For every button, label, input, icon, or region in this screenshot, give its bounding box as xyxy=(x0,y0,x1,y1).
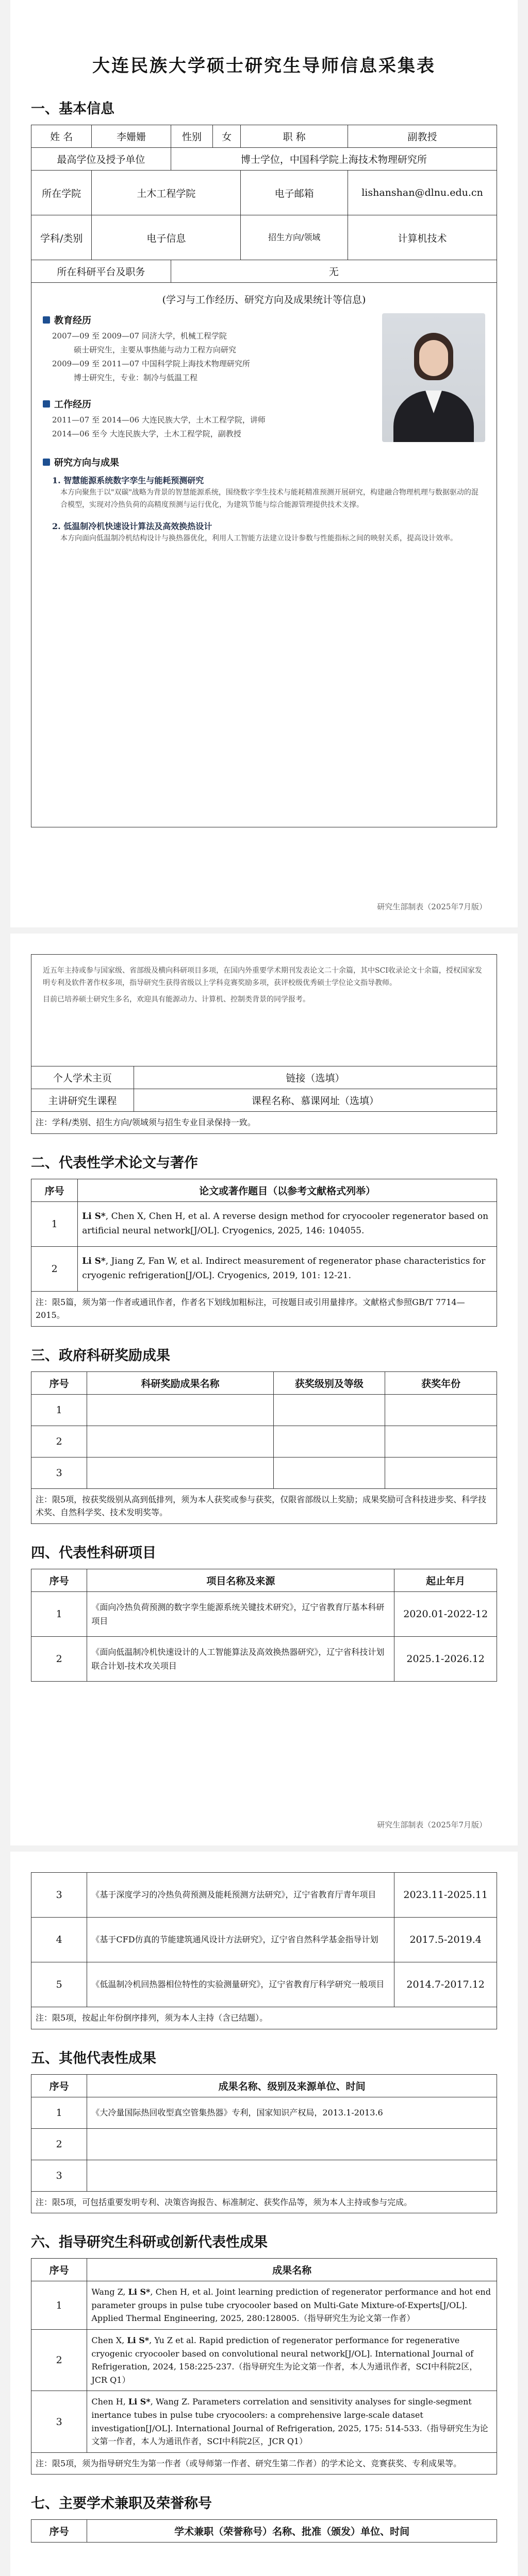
label-course: 主讲研究生课程 xyxy=(31,1089,134,1112)
education-line-4: 博士研究生，专业：制冷与低温工程 xyxy=(74,373,198,382)
table-row: 2 xyxy=(31,1426,497,1457)
other-note: 注：限5项，可包括重要发明专利、决策咨询报告、标准制定、获奖作品等，须为本人主持或参与完成。 xyxy=(31,2191,497,2213)
value-course: 课程名称、慕课网址（选填） xyxy=(134,1089,497,1112)
table-row: 2 《面向低温制冷机快速设计的人工智能算法及高效换热器研究》，辽宁省科技计划联合计划-技术攻关项目 2025.1-2026.12 xyxy=(31,1636,497,1681)
label-field: 招生方向/领域 xyxy=(241,215,348,260)
table-row: 2 xyxy=(31,2128,497,2160)
work-heading: 工作经历 xyxy=(43,397,373,411)
intro-header: (学习与工作经历、研究方向及成果统计等信息) xyxy=(162,294,366,306)
research-direction-2-title: 2. 低温制冷机快速设计算法及高效换热设计 xyxy=(52,521,212,531)
table-row: 1 《面向冷热负荷预测的数字孪生能源系统关键技术研究》，辽宁省教育厅基本科研项目 2020.01-2022-12 xyxy=(31,1591,497,1636)
label-platform: 所在科研平台及职务 xyxy=(31,260,171,283)
education-heading: 教育经历 xyxy=(43,313,373,327)
basic-info-table xyxy=(31,125,497,827)
table-row: 3 xyxy=(31,1457,497,1488)
page-1 xyxy=(10,0,518,927)
label-email: 电子邮箱 xyxy=(241,171,348,215)
homepage-note: 注：学科/类别、招生方向/领域须与招生专业目录保持一致。 xyxy=(31,1112,497,1134)
projects-continued-table xyxy=(31,1872,497,2029)
students-note: 注：限5项，须为指导研究生为第一作者（或导师第一作者、研究生第二作者）的学术论文、竞赛获奖、专利成果等。 xyxy=(31,2452,497,2475)
value-degree: 博士学位，中国科学院上海技术物理研究所 xyxy=(171,148,497,171)
research-direction-1-text: 本方向聚焦于以"双碳"战略为背景的智慧能源系统，围绕数字孪生技术与能耗精准预测开展研究，构建融合物理机理与数据驱动的混合模型，实现对冷热负荷的高精度预测与运行优化，为建筑节能与综合能源管理提供技术支撑。 xyxy=(60,488,478,509)
education-line-3: 2009—09 至 2011—07 中国科学院上海技术物理研究所 xyxy=(52,359,250,368)
value-dept: 土木工程学院 xyxy=(92,171,241,215)
papers-note: 注：限5篇，须为第一作者或通讯作者，作者名下划线加粗标注，可按题目或引用量排序。文献格式参照GB/T 7714—2015。 xyxy=(31,1291,497,1326)
value-gender: 女 xyxy=(213,125,241,148)
label-discipline: 学科/类别 xyxy=(31,215,92,260)
research-direction-2-text: 本方向面向低温制冷机结构设计与换热器优化，利用人工智能方法建立设计参数与性能指标之间的映射关系，提高设计效率。 xyxy=(60,534,457,543)
gov-awards-note: 注：限5项，按获奖级别从高到低排列，须为本人获奖或参与获奖，仅限省部级以上奖励；成果奖励可含科技进步奖、科学技术奖、自然科学奖、技术发明奖等。 xyxy=(31,1488,497,1523)
table-row: 3 《基于深度学习的冷热负荷预测及能耗预测方法研究》，辽宁省教育厅青年项目 2023.11-2025.11 xyxy=(31,1873,497,1918)
intro-continued-table xyxy=(31,954,497,1134)
papers-col-title: 论文或著作题目（以参考文献格式列举） xyxy=(78,1179,497,1201)
research-heading: 研究方向与成果 xyxy=(43,455,485,469)
label-title: 职 称 xyxy=(241,125,348,148)
table-row: 1 Wang Z, Li S*, Chen H, et al. Joint learning prediction of regenerator performance and hot end parameter groups in pulse tube cryocooler based on Multi-Gate Mixture-of-Experts[J/OL]. Applied Thermal Engineering, 2025, 280:128005.（指导研究生为论文第一作者） xyxy=(31,2281,497,2330)
work-line-1: 2011—07 至 2014—06 大连民族大学，土木工程学院，讲师 xyxy=(52,415,266,425)
section-basic-info-title: 一、基本信息 xyxy=(31,101,114,117)
projects-note: 注：限5项，按起止年份倒序排列，须为本人主持（含已结题）。 xyxy=(31,2007,497,2029)
label-dept: 所在学院 xyxy=(31,171,92,215)
table-row: 3 Chen H, Li S*, Wang Z. Parameters correlation and sensitivity analyses for single-segment inertance tubes in pulse tube cryocoolers: a comprehensive large-scale dataset investigation[J/OL]. International Journal of Refrigeration, 2025, 175: 514-533.（指导研究生为论文第一作者，本人为通讯作者，SCI中科院2区，JCR Q1） xyxy=(31,2391,497,2452)
intro-continued-text-1: 近五年主持或参与国家级、省部级及横向科研项目多项，在国内外重要学术期刊发表论文二十余篇，其中SCI收录论文十余篇，授权国家发明专利及软件著作权多项，指导研究生获得省级以上学科竞赛奖励多项，获评校级优秀硕士学位论文指导教师。 xyxy=(43,967,482,987)
table-row: 2 Chen X, Li S*, Yu Z et al. Rapid prediction of regenerator performance for regenerative cryogenic cryocooler based on convolutional neural network[J/OL]. International Journal of Refrigeration, 2024, 158:225-237.（指导研究生为论文第一作者，本人为通讯作者，SCI中科院2区，JCR Q1） xyxy=(31,2329,497,2391)
table-row: 1 xyxy=(31,1394,497,1426)
label-homepage: 个人学术主页 xyxy=(31,1066,134,1089)
projects-table: 序号 项目名称及来源 起止年月 1 《面向冷热负荷预测的数字孪生能源系统关键技术研究》，辽宁省教育厅基本科研项目 2020.01-2022-12 2 《面向低温制冷机快速设计的人工智能算法及高效换热器研究》，辽宁省科技计划联合计划-技术攻关项目 2025.1-2026.12 xyxy=(31,1569,497,1682)
section-papers-title: 二、代表性学术论文与著作 xyxy=(31,1155,198,1171)
section-students-title: 六、指导研究生科研或创新代表性成果 xyxy=(31,2234,268,2251)
section-projects-title: 四、代表性科研项目 xyxy=(31,1545,156,1561)
students-achievements-table: 序号 成果名称 1 Wang Z, Li S*, Chen H, et al. Joint learning prediction of regenerator performance and hot end parameter groups in pulse tube cryocooler based on Multi-Gate Mixture-of-Experts[J/OL]. Applied Thermal Engineering, 2025, 280:128005.（指导研究生为论文第一作者） 2 Chen X, Li S*, Yu Z et al. Rapid prediction of regenerator performance for regenerative cryogenic cryocooler based on convolutional neural network[J/OL]. International Journal of Refrigeration, 2024, 158:225-237.（指导研究生为论文第一作者，本人为通讯作者，SCI中科院2区，JCR Q1） 3 Chen H, Li S*, Wang Z. Parameters correlation and sensitivity analyses for single-segment inertance tubes in pulse tube cryocoolers: a comprehensive large-scale dataset investigation[J/OL]. International Journal of Refrigeration, 2025, 175: 514-533.（指导研究生为论文第一作者，本人为通讯作者，SCI中科院2区，JCR Q1） 注：限5项，须为指导研究生为第一作者（或导师第一作者、研究生第二作者）的学术论文、竞赛获奖、专利成果等。 xyxy=(31,2258,497,2475)
value-email: lishanshan@dlnu.edu.cn xyxy=(348,171,497,215)
value-homepage: 链接（选填） xyxy=(134,1066,497,1089)
work-line-2: 2014—06 至今 大连民族大学，土木工程学院，副教授 xyxy=(52,429,241,438)
section-other-title: 五、其他代表性成果 xyxy=(31,2050,156,2066)
table-row: 2 Li S*, Jiang Z, Fan W, et al. Indirect measurement of regenerator phase characteristics for cryogenic refrigeration[J/OL]. Cryogenics, 2019, 101: 12-21. xyxy=(31,1246,497,1291)
table-row: 1 《大冷量国际热回收型真空管集热器》专利，国家知识产权局，2013.1-2013.6 xyxy=(31,2097,497,2128)
gov-awards-table: 序号 科研奖励成果名称 获奖级别及等级 获奖年份 1 2 3 注：限5项，按获奖级别从高到低排列，须为本人获奖或参与获奖，仅限省部级以上奖励；成果奖励可含科技进步奖、科学技术奖、自然科学奖、技术发明奖等。 xyxy=(31,1371,497,1524)
intro-continued-cell xyxy=(31,955,497,1066)
square-bullet-icon xyxy=(43,459,50,466)
page-2 xyxy=(10,934,518,1845)
document-title: 大连民族大学硕士研究生导师信息采集表 xyxy=(92,56,436,76)
square-bullet-icon xyxy=(43,400,50,408)
page-footer: 研究生部制表（2025年7月版） xyxy=(377,902,487,911)
label-degree: 最高学位及授予单位 xyxy=(31,148,171,171)
table-row: 5 《低温制冷机回热器相位特性的实验测量研究》，辽宁省教育厅科学研究一般项目 2014.7-2017.12 xyxy=(31,1962,497,2007)
intro-continued-text-2: 目前已培养硕士研究生多名，欢迎具有能源动力、计算机、控制类背景的同学报考。 xyxy=(43,995,310,1004)
intro-cell xyxy=(31,283,497,827)
education-line-2: 硕士研究生，主要从事热能与动力工程方向研究 xyxy=(74,345,237,354)
value-platform: 无 xyxy=(171,260,497,283)
page-footer: 研究生部制表（2025年7月版） xyxy=(377,1820,487,1829)
label-name: 姓 名 xyxy=(31,125,92,148)
education-line-1: 2007—09 至 2009—07 同济大学，机械工程学院 xyxy=(52,331,227,341)
table-row: 4 《基于CFD仿真的节能建筑通风设计方法研究》，辽宁省自然科学基金指导计划 2017.5-2019.4 xyxy=(31,1918,497,1962)
table-row: 1 Li S*, Chen X, Chen H, et al. A reverse design method for cryocooler regenerator based on artificial neural network[J/OL]. Cryogenics, 2025, 146: 104055. xyxy=(31,1201,497,1246)
research-direction-1-title: 1. 智慧能源系统数字孪生与能耗预测研究 xyxy=(52,476,204,485)
papers-col-no: 序号 xyxy=(31,1179,78,1201)
papers-table xyxy=(31,1179,497,1327)
page-3 xyxy=(10,1852,518,2576)
value-field: 计算机技术 xyxy=(348,215,497,260)
section-gov-awards-title: 三、政府科研奖励成果 xyxy=(31,1347,170,1364)
square-bullet-icon xyxy=(43,316,50,324)
value-name: 李姗姗 xyxy=(92,125,171,148)
value-title: 副教授 xyxy=(348,125,497,148)
other-achievements-table: 序号 成果名称、级别及来源单位、时间 1 《大冷量国际热回收型真空管集热器》专利，国家知识产权局，2013.1-2013.6 2 3 注：限5项，可包括重要发明专利、决策咨询报告、标准制定、获奖作品等，须为本人主持或参与完成。 xyxy=(31,2074,497,2214)
titles-table: 序号 学术兼职（荣誉称号）名称、批准（颁发）单位、时间 xyxy=(31,2519,497,2543)
label-gender: 性别 xyxy=(171,125,212,148)
section-titles-title: 七、主要学术兼职及荣誉称号 xyxy=(31,2496,212,2512)
value-discipline: 电子信息 xyxy=(92,215,241,260)
table-row: 3 xyxy=(31,2160,497,2191)
profile-photo xyxy=(382,313,485,442)
